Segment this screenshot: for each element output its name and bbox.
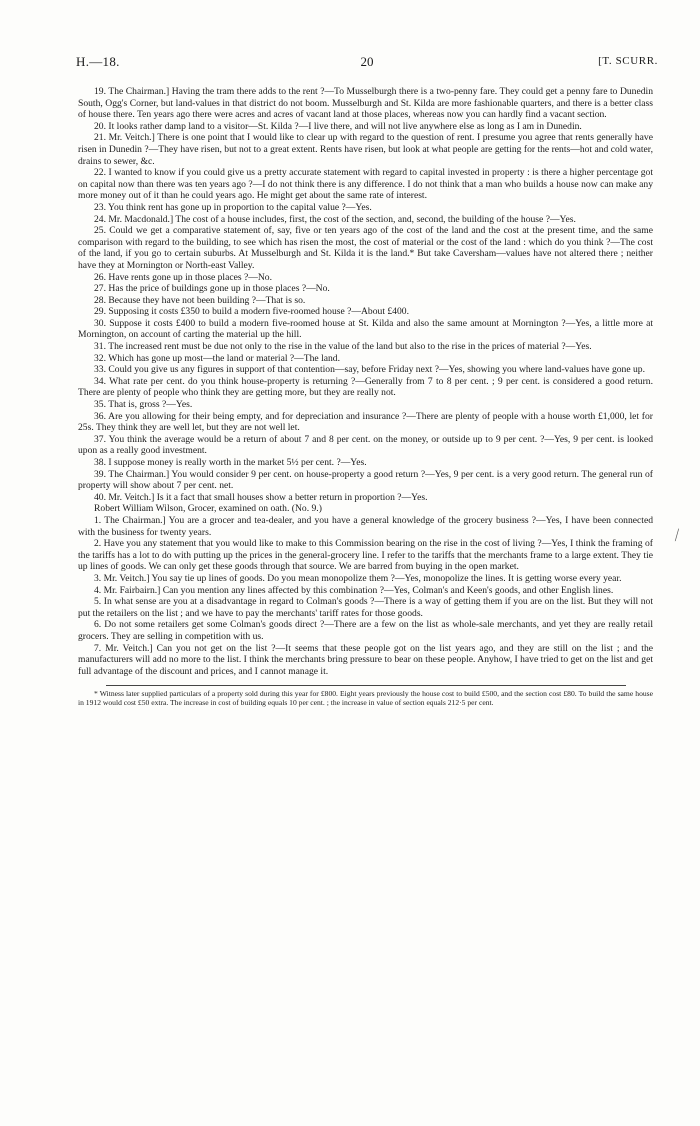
paragraph-40: 40. Mr. Veitch.] Is it a fact that small houses show a better return in proportion ?—Yes. — [94, 491, 428, 503]
paragraph-29: 29. Supposing it costs £350 to build a modern five-roomed house ?—About £400. — [94, 306, 409, 318]
paragraph-33: 33. Could you give us any figures in support of that contention—say, before Friday next ?—Yes, showing you where land-values have gone up. — [94, 364, 646, 376]
paragraph-5: 5. In what sense are you at a disadvantage in regard to Colman's goods ?—There is a way of getting them if you are on the list. But they will not put the retailers on the list ; and we have to pay the merchants' tariff rates for those goods. — [78, 596, 653, 619]
paragraph-3: 3. Mr. Veitch.] You say tie up lines of goods. Do you mean monopolize them ?—Yes, monopolize the lines. It is getting worse every year. — [94, 572, 622, 584]
paragraph-37: 37. You think the average would be a return of about 7 and 8 per cent. on the money, or outside up to 9 per cent. ?—Yes, 9 per cent. is looked upon as a really good investment. — [78, 433, 653, 457]
paragraph-25: 25. Could we get a comparative statement of, say, five or ten years ago of the cost of the land and the cost at the present time, and the same comparison with regard to the building, to see which has risen the most, the cost of material or the cost of the land : which do you think ?—The cost of the land, if you go to certain suburbs. At Musselburgh and St. Kilda it is the land.* But take Caversham—values have not altered there ; neither have they at Mornington or North-east Valley. — [78, 225, 653, 271]
paragraph-27: 27. Has the price of buildings gone up in those places ?—No. — [94, 283, 330, 295]
paragraph-24: 24. Mr. Macdonald.] The cost of a house includes, first, the cost of the section, and, second, the building of the house ?—Yes. — [94, 213, 576, 225]
testimony-scurr — [78, 86, 653, 503]
paragraph-34: 34. What rate per cent. do you think house-property is returning ?—Generally from 7 to 8 per cent. ; 9 per cent. is considered a good return. There are plenty of people who think they are getting more, but they are really not. — [78, 375, 653, 399]
paragraph-30: 30. Suppose it costs £400 to build a modern five-roomed house at St. Kilda and also the same amount at Mornington ?—Yes, a little more at Mornington, on account of carting the material up the hill. — [78, 317, 653, 341]
testimony-wilson — [78, 515, 653, 677]
page-number: 20 — [360, 54, 374, 69]
paragraph-22: 22. I wanted to know if you could give us a pretty accurate statement with regard to capital invested in property : is there a higher percentage got on capital now than there was ten years ago ?—I do not think there is any difference. I do not think that a man who builds a house now can make any more money out of it than he could years ago. He might get about the same rate of interest. — [78, 167, 653, 202]
paragraph-39: 39. The Chairman.] You would consider 9 per cent. on house-property a good return ?—Yes, 9 per cent. is a very good return. The general run of property will show about 7 per cent. net. — [78, 468, 653, 492]
paragraph-38: 38. I suppose money is really worth in the market 5½ per cent. ?—Yes. — [94, 457, 367, 468]
paragraph-21: 21. Mr. Veitch.] There is one point that I would like to clear up with regard to the question of rent. I presume you agree that rents generally have risen in Dunedin ?—They have risen, but not to a great extent. Rents have risen, but look at what people are getting for the rents—hot and cold water, drains to sewer, &c. — [78, 132, 653, 167]
paragraph-35: 35. That is, gross ?—Yes. — [94, 399, 193, 411]
paragraph-31: 31. The increased rent must be due not only to the rise in the value of the land but also to the rise in the prices of material ?—Yes. — [94, 341, 592, 353]
paragraph-1: 1. The Chairman.] You are a grocer and tea-dealer, and you have a general knowledge of the grocery business ?—Yes, I have been connected with the business for twenty years. — [78, 514, 653, 538]
paragraph-28: 28. Because they have not been building ?—That is so. — [94, 294, 306, 306]
paragraph-20: 20. It looks rather damp land to a visitor—St. Kilda ?—I live there, and will not live anywhere else as long as I am in Dunedin. — [94, 120, 582, 132]
paragraph-19: 19. The Chairman.] Having the tram there adds to the rent ?—To Musselburgh there is a two-penny fare. They could get a penny fare to Dunedin South, Ogg's Corner, but land-values in that district do not boom. Musselburgh and St. Kilda are more fashionable quarters, and there is a better class of house there. Ten years ago there were acres and acres of vacant land at those places, whereas now you can hardly find a vacant section. — [78, 86, 653, 121]
witness-name-tag: [T. SCURR. — [598, 55, 658, 67]
paragraph-36: 36. Are you allowing for their being empty, and for depreciation and insurance ?—There are plenty of people with a house worth £1,000, let for 25s. They think they are well let, but they are not well let. — [78, 410, 653, 434]
footnote-divider — [106, 685, 626, 686]
witness-heading: Robert William Wilson, Grocer, examined on oath. (No. 9.) — [94, 503, 322, 515]
paragraph-2: 2. Have you any statement that you would like to make to this Commission bearing on the rise in the cost of living ?—Yes, I think the framing of the tariffs has a lot to do with putting up the prices in the general-grocery line. I refer to the tariffs that the merchants frame to a large extent. They tie up lines of goods. We can only get these goods through that source. We are barred from buying in the open market. — [78, 538, 653, 573]
paragraph-6: 6. Do not some retailers get some Colman's goods direct ?—There are a few on the list as whole-sale merchants, and yet they are really retail grocers. They are selling in competition with us. — [78, 619, 653, 642]
paragraph-26: 26. Have rents gone up in those places ?—No. — [94, 271, 272, 283]
paragraph-7: 7. Mr. Veitch.] Can you not get on the list ?—It seems that these people got on the list years ago, and they are still on the list ; and the manufacturers will add no more to the list. I think the merchants bring pressure to bear on these people. Anyhow, I have tried to get on the list and get full advantage of the discount and prices, and I cannot manage it. — [78, 642, 653, 677]
report-code: H.—18. — [76, 54, 120, 69]
pencil-mark-icon: ⁄ — [673, 527, 682, 544]
page-body — [78, 86, 653, 708]
page-header — [76, 56, 658, 72]
paragraph-23: 23. You think rent has gone up in proportion to the capital value ?—Yes. — [94, 201, 372, 213]
paragraph-4: 4. Mr. Fairbairn.] Can you mention any lines affected by this combination ?—Yes, Colman's and Keen's goods, and other English lines. — [94, 584, 614, 596]
footnote: * Witness later supplied particulars of a property sold during this year for £800. Eight years previously the house cost to build £500, and the section cost £80. To build the same house in 1912 would cost £50 extra. The increase in cost of building equals 10 per cent. ; the increase in value of section equals 212·5 per cent. — [78, 689, 653, 708]
paragraph-32: 32. Which has gone up most—the land or material ?—The land. — [94, 352, 340, 364]
